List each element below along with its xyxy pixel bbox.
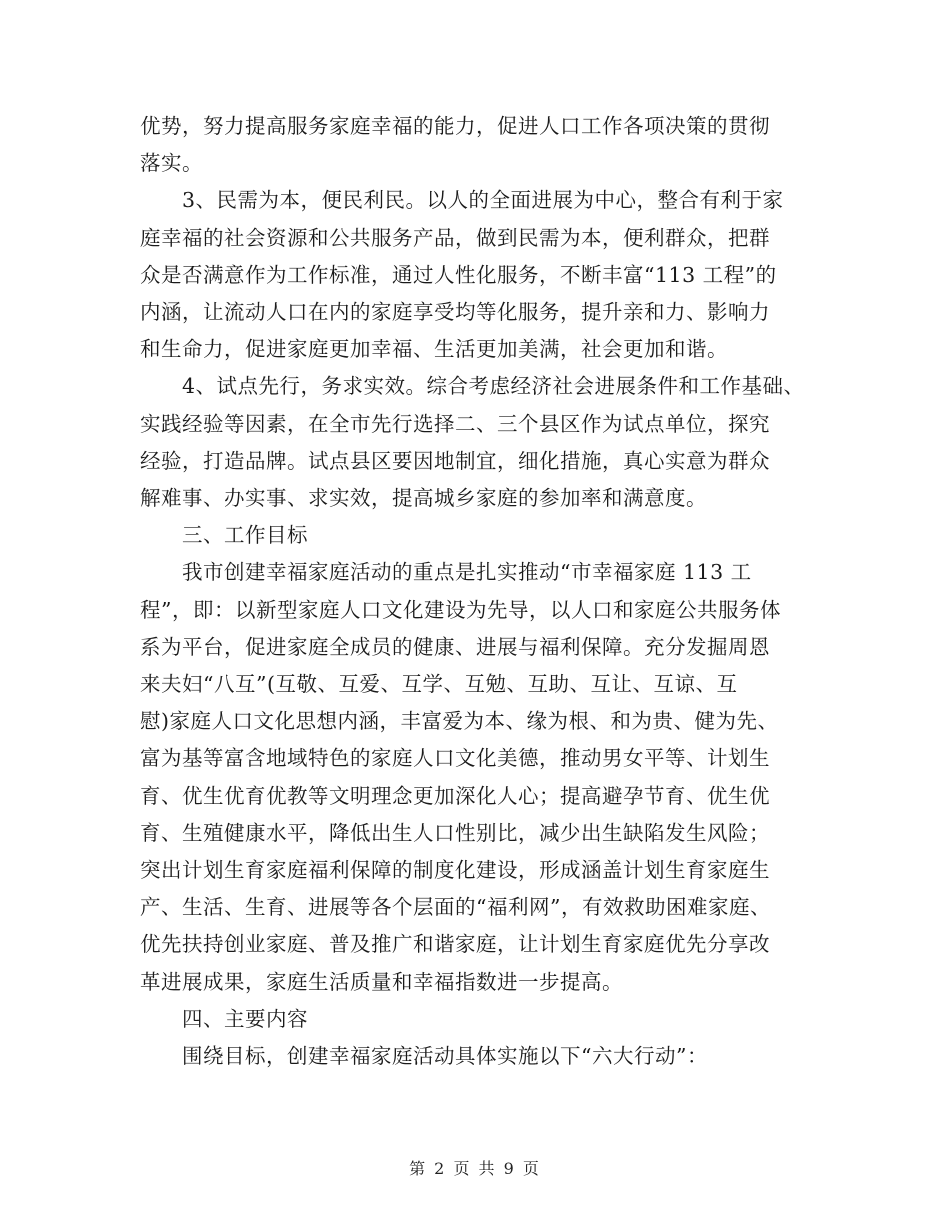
text-line: 优势，努力提高服务家庭幸福的能力，促进人口工作各项决策的贯彻 xyxy=(140,114,770,138)
text-line: 3、民需为本，便民利民。以人的全面进展为中心，整合有利于家 xyxy=(140,188,784,213)
text-line: 育、优生优育优教等文明理念更加深化人心；提高避孕节育、优生优 xyxy=(140,783,770,808)
text-line: 庭幸福的社会资源和公共服务产品，做到民需为本，便利群众，把群 xyxy=(140,225,770,250)
text-line: 实践经验等因素，在全市先行选择二、三个县区作为试点单位，探究 xyxy=(140,411,770,436)
text-line: 围绕目标，创建幸福家庭活动具体实施以下“六大行动”： xyxy=(140,1044,708,1068)
text-line: 三、工作目标 xyxy=(140,523,308,548)
text-line: 革进展成果，家庭生活质量和幸福指数进一步提高。 xyxy=(140,969,623,994)
text-line: 慰)家庭人口文化思想内涵，丰富爱为本、缘为根、和为贵、健为先、 xyxy=(140,709,779,734)
text-line: 优先扶持创业家庭、普及推广和谐家庭，让计划生育家庭优先分享改 xyxy=(140,932,770,957)
text-line: 程”，即：以新型家庭人口文化建设为先导，以人口和家庭公共服务体 xyxy=(140,597,781,622)
text-line: 来夫妇“八互”(互敬、互爱、互学、互勉、互助、互让、互谅、互 xyxy=(140,672,738,696)
text-line: 四、主要内容 xyxy=(140,1006,308,1031)
text-line: 解难事、办实事、求实效，提高城乡家庭的参加率和满意度。 xyxy=(140,486,707,510)
text-line: 突出计划生育家庭福利保障的制度化建设，形成涵盖计划生育家庭生 xyxy=(140,858,770,882)
text-line: 内涵，让流动人口在内的家庭享受均等化服务，提升亲和力、影响力 xyxy=(140,300,770,324)
text-line: 我市创建幸福家庭活动的重点是扎实推动“市幸福家庭 113 工 xyxy=(140,560,752,585)
text-line: 系为平台，促进家庭全成员的健康、进展与福利保障。充分发掘周恩 xyxy=(140,634,770,659)
text-line: 富为基等富含地域特色的家庭人口文化美德，推动男女平等、计划生 xyxy=(140,746,770,771)
text-line: 育、生殖健康水平，降低出生人口性别比，减少出生缺陷发生风险； xyxy=(140,820,770,845)
text-line: 和生命力，促进家庭更加幸福、生活更加美满，社会更加和谐。 xyxy=(140,337,728,362)
text-line: 落实。 xyxy=(140,151,203,176)
text-line: 产、生活、生育、进展等各个层面的“福利网”，有效救助困难家庭、 xyxy=(140,895,771,920)
text-line: 经验，打造品牌。试点县区要因地制宜，细化措施，真心实意为群众 xyxy=(140,448,770,473)
text-line: 众是否满意作为工作标准，通过人性化服务，不断丰富“113 工程”的 xyxy=(140,262,777,287)
text-line: 4、试点先行，务求实效。综合考虑经济社会进展条件和工作基础、 xyxy=(140,374,805,399)
page-footer: 第 2 页 共 9 页 xyxy=(409,1159,541,1178)
